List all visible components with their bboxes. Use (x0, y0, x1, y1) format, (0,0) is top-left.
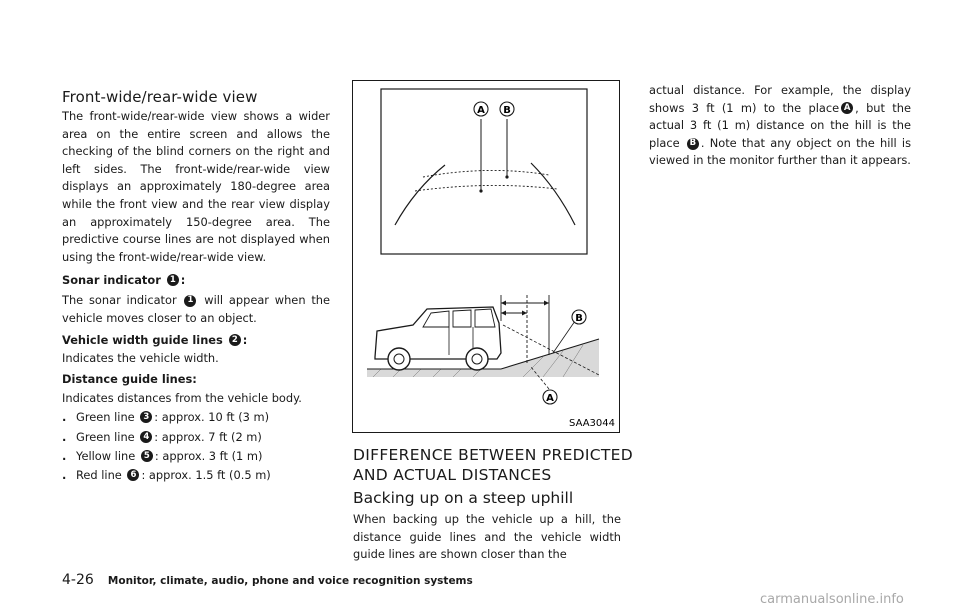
callout-b-top-label: B (503, 105, 511, 116)
sonar-text-b: will appear when the vehicle moves closer to an object. (62, 293, 331, 325)
figure-code: SAA3044 (569, 418, 615, 429)
section-title-line-2: AND ACTUAL DISTANCES (353, 466, 552, 484)
figure-saa3044 (352, 80, 620, 433)
marker-1: 1 (167, 274, 179, 286)
callout-b-bottom-label: B (575, 313, 583, 324)
callout-a-top-label: A (477, 105, 485, 116)
right-paragraph (649, 82, 911, 170)
marker-6: 6 (127, 469, 139, 481)
marker-4: 4 (140, 431, 152, 443)
sonar-indicator-label: Sonar indicator 1 : (62, 273, 186, 287)
uphill-paragraph: When backing up the vehicle up a hill, the distance guide lines and the vehicle width guide lines are shown closer than the (353, 512, 621, 562)
right-text-2: , but the actual 3 ft (1 m) distance on the hill is the place (649, 100, 911, 150)
watermark: carmanualsonline.info (760, 592, 904, 607)
bullet-yellow-5: . Yellow line 5 : approx. 3 ft (1 m) (62, 449, 263, 463)
page-footer (62, 572, 473, 588)
vehicle-width-text: Indicates the vehicle width. (62, 351, 219, 365)
footer-title: Monitor, climate, audio, phone and voice recognition systems (107, 575, 473, 587)
sub-heading-steep-uphill: Backing up on a steep uphill (353, 489, 574, 507)
marker-3: 3 (140, 411, 152, 423)
figure-illustration (353, 81, 619, 432)
section-title-line-1: DIFFERENCE BETWEEN PREDICTED (353, 446, 633, 464)
page-number: 4-26 (62, 572, 94, 588)
marker-b: B (687, 138, 699, 150)
marker-a: A (841, 102, 853, 114)
callout-a-bottom-label: A (546, 393, 554, 404)
sonar-text-a: The sonar indicator (62, 293, 177, 307)
distance-guide-label: Distance guide lines: (62, 372, 197, 386)
marker-1-inline: 1 (184, 295, 196, 307)
width-label-text: Vehicle width guide lines (62, 333, 223, 347)
intro-paragraph: The front-wide/rear-wide view shows a wider area on the entire screen and allows the checking of the blind corners on the right and left sides. The front-wide/rear-wide view displays an approximately 180-degree area while the front view and the rear view display an approximately 150-degree area. The predictive course lines are not displayed when using the front-wide/rear-wide view. (62, 109, 330, 264)
section-title (353, 445, 633, 485)
bullet-green-3: . Green line 3 : approx. 10 ft (3 m) (62, 410, 270, 424)
bullet-green-4: . Green line 4 : approx. 7 ft (2 m) (62, 430, 262, 444)
vehicle-icon (375, 307, 501, 370)
section-heading-front-wide: Front-wide/rear-wide view (62, 88, 258, 106)
sonar-label-text: Sonar indicator (62, 273, 161, 287)
distance-guide-text: Indicates distances from the vehicle body. (62, 391, 302, 405)
bullet-red-6: . Red line 6 : approx. 1.5 ft (0.5 m) (62, 468, 271, 482)
marker-2: 2 (229, 334, 241, 346)
sonar-paragraph (62, 292, 330, 327)
vehicle-width-label: Vehicle width guide lines 2 : (62, 333, 248, 347)
right-text-1: actual distance. For example, the display shows 3 ft (1 m) to the place (649, 83, 911, 115)
right-text-3: . Note that any object on the hill is viewed in the monitor further than it appears. (649, 135, 912, 168)
marker-5: 5 (141, 450, 153, 462)
